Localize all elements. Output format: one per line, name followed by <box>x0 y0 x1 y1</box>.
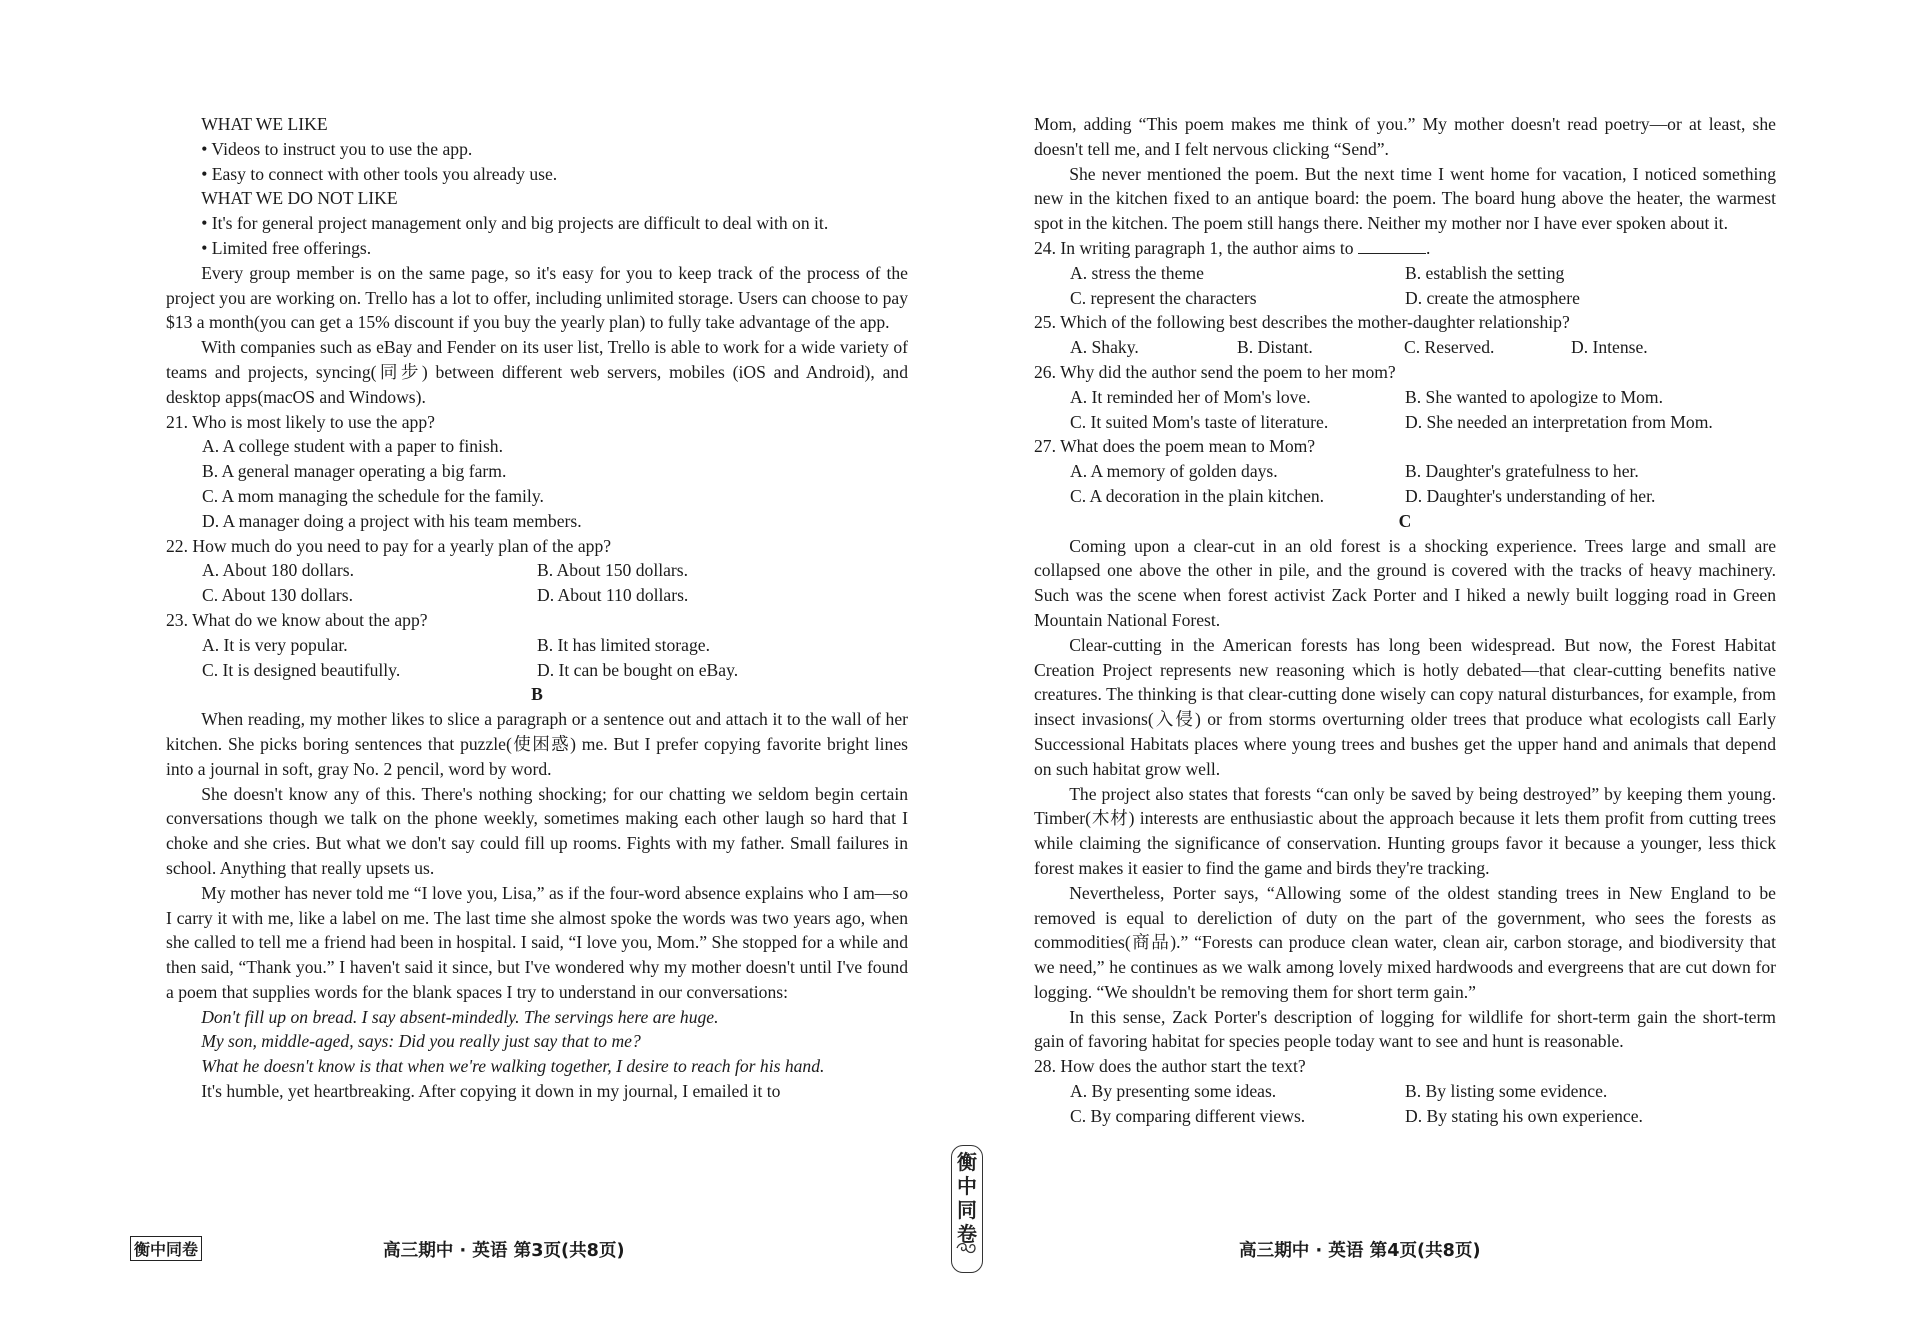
stamp-char-1: 衡 <box>957 1150 977 1174</box>
what-we-like-heading: WHAT WE LIKE <box>201 114 328 134</box>
question-24-option-d: D. create the atmosphere <box>1405 287 1580 308</box>
poem-line-2: My son, middle-aged, says: Did you really just say that to me? <box>201 1031 641 1052</box>
passage-b-paragraph-2: She doesn't know any of this. There's nothing shocking; for our chatting we seldom begin certain conversations though we talk on the phone weekly, sometimes making each other laugh so hard that I choke and she cries. But what we don't say could fill up rooms. Fights with my father. Small failures in school. Anything that really upsets us. <box>166 783 908 878</box>
question-25-option-b: B. Distant. <box>1237 337 1313 358</box>
question-25 <box>1034 310 1776 360</box>
brand-box-logo: 衡中同卷 <box>130 1236 202 1261</box>
question-28-stem: 28. How does the author start the text? <box>1034 1056 1306 1077</box>
question-24-option-c: C. represent the characters <box>1070 287 1257 308</box>
left-page-column <box>166 112 908 1104</box>
question-21-stem: 21. Who is most likely to use the app? <box>166 411 435 432</box>
stamp-char-3: 同 <box>957 1198 977 1222</box>
left-page-number: 高三期中 · 英语 第3页(共8页) <box>383 1241 625 1261</box>
question-25-option-d: D. Intense. <box>1571 337 1648 358</box>
question-21-option-c: C. A mom managing the schedule for the family. <box>202 485 544 506</box>
question-22-option-a: A. About 180 dollars. <box>202 560 354 581</box>
question-23-option-b: B. It has limited storage. <box>537 634 710 655</box>
passage-b-paragraph-3: My mother has never told me “I love you, Lisa,” as if the four-word absence explains who I am—so I carry it with me, like a label on me. The last time she almost spoke the words was two years ago, when she called to tell me a friend had been in hospital. I said, “I love you, Mom.” She stopped for a while and then said, “Thank you.” I haven't said it since, but I've wondered why my mother doesn't until I've found a poem that supplies words for the blank spaces I try to understand in our conversations: <box>166 882 908 1002</box>
right-page-column <box>1034 112 1776 1129</box>
right-page-number: 高三期中 · 英语 第4页(共8页) <box>1239 1241 1481 1261</box>
question-27-option-b: B. Daughter's gratefulness to her. <box>1405 461 1639 482</box>
answer-blank <box>1358 239 1426 254</box>
what-we-do-not-like-heading: WHAT WE DO NOT LIKE <box>201 188 398 209</box>
question-28-option-a: A. By presenting some ideas. <box>1070 1081 1277 1102</box>
question-25-option-a: A. Shaky. <box>1070 337 1139 358</box>
question-25-option-c: C. Reserved. <box>1404 337 1495 358</box>
question-28-option-d: D. By stating his own experience. <box>1405 1105 1643 1126</box>
section-b-heading: B <box>531 684 543 705</box>
question-27-option-d: D. Daughter's understanding of her. <box>1405 485 1656 506</box>
question-28 <box>1034 1054 1776 1128</box>
question-26-stem: 26. Why did the author send the poem to her mom? <box>1034 361 1396 382</box>
question-27-stem: 27. What does the poem mean to Mom? <box>1034 436 1316 457</box>
question-27 <box>1034 434 1776 508</box>
question-24-option-a: A. stress the theme <box>1070 262 1204 283</box>
passage-c-paragraph-5: In this sense, Zack Porter's description of logging for wildlife for short-term gain the short-term gain of favoring habitat for species people today want to see and hunt is reasonable. <box>1034 1006 1776 1052</box>
question-22-option-b: B. About 150 dollars. <box>537 560 689 581</box>
question-22-stem: 22. How much do you need to pay for a yearly plan of the app? <box>166 535 612 556</box>
question-24-stem: 24. In writing paragraph 1, the author aims to . <box>1034 237 1431 258</box>
dislike-item-1: • It's for general project management only and big projects are difficult to deal with on it. <box>201 213 829 234</box>
passage-c-paragraph-4: Nevertheless, Porter says, “Allowing some of the oldest standing trees in New England to be removed is equal to dereliction of duty on the part of the government, who sees the forests as commodities(商品).” “Forests can produce clean water, clean air, carbon storage, and biodiversity that we need,” he continues as we walk among lovely mixed hardwoods and evergreens that are cut down for logging. “We shouldn't be removing them for short term gain.” <box>1034 882 1776 1002</box>
question-26-option-b: B. She wanted to apologize to Mom. <box>1405 386 1664 407</box>
question-23-option-c: C. It is designed beautifully. <box>202 659 401 680</box>
swirl-ornament-icon <box>955 1240 977 1256</box>
question-24-option-b: B. establish the setting <box>1405 262 1565 283</box>
stamp-char-2: 中 <box>957 1174 977 1198</box>
stamp-char-4: 卷 <box>957 1222 977 1246</box>
question-28-option-c: C. By comparing different views. <box>1070 1105 1306 1126</box>
question-26-option-d: D. She needed an interpretation from Mom. <box>1405 411 1713 432</box>
question-27-option-a: A. A memory of golden days. <box>1070 461 1278 482</box>
passage-c-paragraph-1: Coming upon a clear-cut in an old forest is a shocking experience. Trees large and small are collapsed one above the other in pile, and the ground is covered with the tracks of heavy machinery. Such was the scene when forest activist Zack Porter and I hiked a newly built logging road in Green Mountain National Forest. <box>1034 535 1776 630</box>
question-23-option-a: A. It is very popular. <box>202 634 348 655</box>
section-c-heading: C <box>1398 510 1412 531</box>
question-25-stem: 25. Which of the following best describes the mother-daughter relationship? <box>1034 312 1570 333</box>
passage-a-paragraph-2: With companies such as eBay and Fender on its user list, Trello is able to work for a wide variety of teams and projects, syncing(同步) between different web servers, mobiles (iOS and Android), and desktop apps(macOS and Windows). <box>166 337 908 407</box>
question-27-option-c: C. A decoration in the plain kitchen. <box>1070 485 1325 506</box>
poem-line-3: What he doesn't know is that when we're walking together, I desire to reach for his hand. <box>201 1056 825 1077</box>
passage-b-paragraph-5: She never mentioned the poem. But the next time I went home for vacation, I noticed something new in the kitchen fixed to an antique board: the poem. The board hung above the heater, the warmest spot in the kitchen. The poem still hangs there. Neither my mother nor I have ever spoken about it. <box>1034 163 1776 234</box>
question-23 <box>166 608 908 682</box>
question-26-option-c: C. It suited Mom's taste of literature. <box>1070 411 1329 432</box>
question-22-option-d: D. About 110 dollars. <box>537 585 689 606</box>
poem-line-1: Don't fill up on bread. I say absent-mindedly. The servings here are huge. <box>201 1006 719 1027</box>
question-22-option-c: C. About 130 dollars. <box>202 585 354 606</box>
question-28-option-b: B. By listing some evidence. <box>1405 1081 1608 1102</box>
dislike-item-2: • Limited free offerings. <box>201 237 372 258</box>
question-22 <box>166 534 908 608</box>
question-21-option-a: A. A college student with a paper to finish. <box>202 436 503 457</box>
passage-b-continued-paragraph: Mom, adding “This poem makes me think of you.” My mother doesn't read poetry—or at least, she doesn't tell me, and I felt nervous clicking “Send”. <box>1034 114 1776 159</box>
passage-c-paragraph-2: Clear-cutting in the American forests has long been widespread. But now, the Forest Habitat Creation Project represents new reasoning which is hotly debated—that clear-cutting benefits native creatures. The thinking is that clear-cutting done wisely can copy natural disturbances, for example, from insect invasions(入侵) or from storms overturning older trees that produce what ecologists call Early Successional Habitats places where young trees and bushes get the upper hand and animals that depend on such habitat grow well. <box>1034 634 1776 779</box>
passage-b-paragraph-1: When reading, my mother likes to slice a paragraph or a sentence out and attach it to the wall of her kitchen. She picks boring sentences that puzzle(使困惑) me. But I prefer copying favorite bright lines into a journal in soft, gray No. 2 pencil, word by word. <box>166 709 908 779</box>
passage-a-paragraph-1: Every group member is on the same page, so it's easy for you to keep track of the process of the project you are working on. Trello has a lot to offer, including unlimited storage. Users can choose to pay $13 a month(you can get a 15% discount if you buy the yearly plan) to fully take advantage of the app. <box>166 262 908 333</box>
question-24 <box>1034 236 1776 310</box>
question-23-option-d: D. It can be bought on eBay. <box>537 659 739 680</box>
question-21-option-b: B. A general manager operating a big farm. <box>202 461 507 482</box>
question-21-option-d: D. A manager doing a project with his team members. <box>202 510 582 531</box>
question-26 <box>1034 360 1776 434</box>
question-21 <box>166 410 908 534</box>
question-23-stem: 23. What do we know about the app? <box>166 609 428 630</box>
passage-c-paragraph-3: The project also states that forests “can only be saved by being destroyed” by keeping them young. Timber(木材) interests are enthusiastic about the approach because it lets them profit from cutting trees while claiming the significance of conservation. Hunting groups favor it because a younger, less thick forest makes it easier to find the game and birds they're tracking. <box>1034 783 1776 878</box>
passage-b-paragraph-4: It's humble, yet heartbreaking. After copying it down in my journal, I emailed it to <box>201 1081 781 1102</box>
like-item-1: • Videos to instruct you to use the app. <box>201 138 473 159</box>
like-item-2: • Easy to connect with other tools you already use. <box>201 163 558 184</box>
question-26-option-a: A. It reminded her of Mom's love. <box>1070 386 1311 407</box>
